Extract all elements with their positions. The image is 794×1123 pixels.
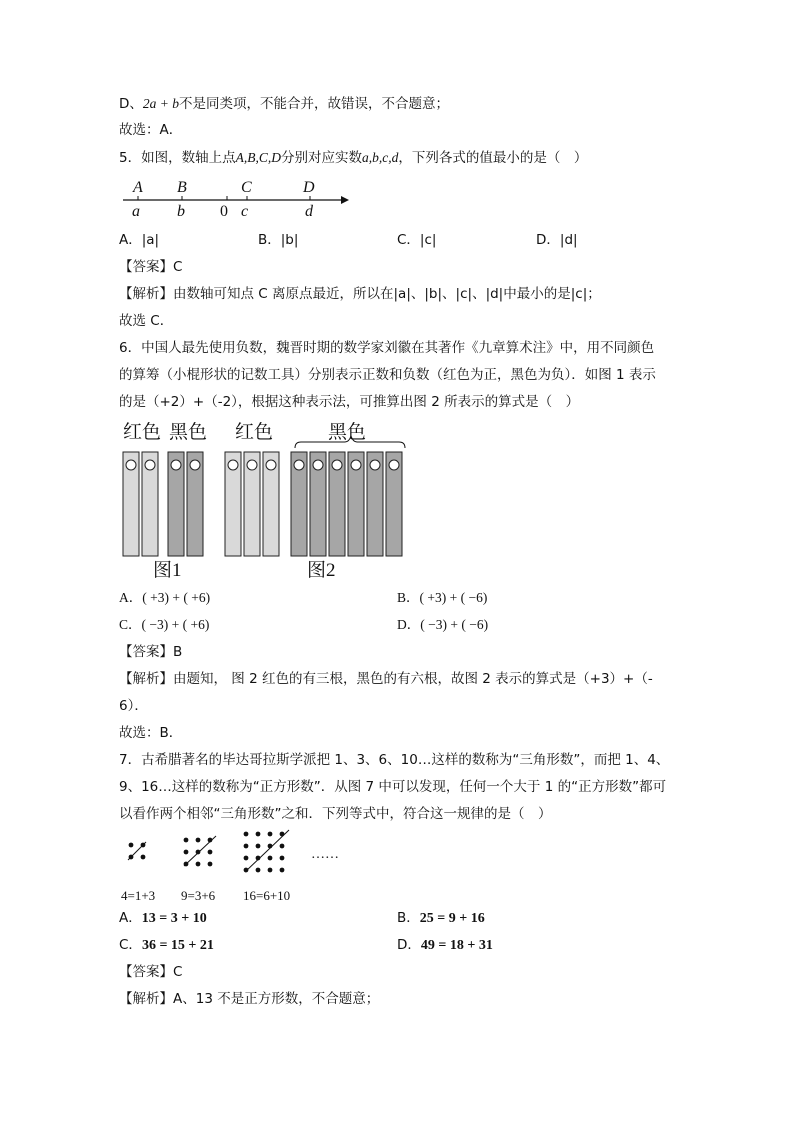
grid-2-dot [196, 850, 201, 855]
diagonal-3 [245, 830, 289, 872]
label-c: c [241, 203, 249, 220]
fig1-red-label: 红色 [123, 422, 162, 443]
q7-explanation: 【解析】A、13 不是正方形数，不合题意； [119, 991, 380, 1007]
grid-3-dot [244, 856, 249, 861]
rods-group [123, 452, 402, 556]
label-zero: 0 [220, 203, 228, 220]
fig2-red-label: 红色 [235, 422, 274, 443]
rod-knob [171, 460, 181, 470]
question-6-line1: 6．中国人最先使用负数，魏晋时期的数学家刘徽在其著作《九章算术注》中，用不同颜色 [119, 340, 655, 356]
rod-knob [332, 460, 342, 470]
grid-3-dot [280, 844, 285, 849]
rod-knob [145, 460, 155, 470]
label-point-C: C [241, 179, 252, 196]
question-7-line3: 以看作两个相邻“三角形数”之和．下列等式中，符合这一规律的是（ ） [119, 806, 552, 822]
question-7-line2: 9、16…这样的数称为“正方形数”．从图 7 中可以发现，任何一个大于 1 的“正方形数”都可 [119, 779, 667, 795]
counting-rods-figure [119, 416, 409, 582]
rod-knob [126, 460, 136, 470]
rod-knob [294, 460, 304, 470]
ellipsis: …… [311, 847, 339, 862]
rod-knob [228, 460, 238, 470]
q7-answer: 【答案】C [119, 964, 183, 980]
grid-2-dot [208, 862, 213, 867]
square-numbers-figure [119, 828, 359, 906]
dots-group [129, 832, 285, 873]
rod-knob [313, 460, 323, 470]
grid-3-dot [256, 868, 261, 873]
q7-option-a: A．13 = 3 + 10 [119, 910, 207, 926]
q5-option-d: D．|d| [536, 232, 578, 248]
label-point-B: B [177, 179, 187, 196]
grid-3-dot [268, 832, 273, 837]
grid-2-dot [184, 850, 189, 855]
q6-explanation-1: 【解析】由题知， 图 2 红色的有三根，黑色的有六根，故图 2 表示的算式是（+3）+（- [119, 671, 653, 687]
label-d: d [305, 203, 313, 220]
rod-knob [351, 460, 361, 470]
q7-option-d: D．49 = 18 + 31 [397, 937, 493, 953]
q7-option-b: B．25 = 9 + 16 [397, 910, 485, 926]
caption-16: 16=6+10 [243, 888, 291, 903]
rod-knob [370, 460, 380, 470]
number-line-figure [119, 172, 349, 222]
q5-select: 故选 C． [119, 313, 174, 329]
q7-option-c: C．36 = 15 + 21 [119, 937, 214, 953]
fig1-caption: 图1 [153, 560, 182, 581]
option-d-explanation: D、2a + b不是同类项，不能合并，故错误，不合题意； [119, 96, 450, 112]
label-b: b [177, 203, 185, 220]
grid-3-dot [268, 856, 273, 861]
q5-option-c: C．|c| [397, 232, 437, 248]
grid-2-dot [184, 838, 189, 843]
q6-option-c: C．( −3) + ( +6) [119, 617, 210, 632]
fig2-caption: 图2 [307, 560, 336, 581]
rod-knob [247, 460, 257, 470]
grid-3-dot [268, 868, 273, 873]
grid-1-dot [129, 843, 134, 848]
rod-knob [266, 460, 276, 470]
grid-3-dot [280, 856, 285, 861]
grid-3-dot [244, 844, 249, 849]
arrow-head [341, 196, 349, 204]
caption-4: 4=1+3 [121, 888, 156, 903]
rod-knob [389, 460, 399, 470]
q6-option-a: A．( +3) + ( +6) [119, 590, 211, 605]
grid-2-dot [196, 862, 201, 867]
grid-2-dot [208, 850, 213, 855]
q5-explanation: 【解析】由数轴可知点 C 离原点最近，所以在|a|、|b|、|c|、|d|中最小的是|c|； [119, 286, 601, 302]
q6-explanation-2: 6）． [119, 698, 148, 714]
label-point-D: D [303, 179, 315, 196]
grid-3-dot [280, 868, 285, 873]
grid-3-dot [244, 832, 249, 837]
q6-answer: 【答案】B [119, 644, 183, 660]
grid-2-dot [196, 838, 201, 843]
grid-3-dot [256, 844, 261, 849]
select-a-text: 故选：A． [119, 122, 183, 138]
label-point-A: A [133, 179, 143, 196]
label-a: a [132, 203, 140, 220]
q6-option-d: D．( −3) + ( −6) [397, 617, 489, 632]
fig2-black-label: 黑色 [328, 422, 367, 443]
q5-option-a: A．|a| [119, 232, 160, 248]
q5-answer: 【答案】C [119, 259, 183, 275]
caption-9: 9=3+6 [181, 888, 216, 903]
question-6-line3: 的是（+2）+（-2），根据这种表示法，可推算出图 2 所表示的算式是（ ） [119, 394, 580, 410]
q6-select: 故选：B． [119, 725, 183, 741]
question-7-line1: 7．古希腊著名的毕达哥拉斯学派把 1、3、6、10…这样的数称为“三角形数”，而把 1、4、 [119, 752, 670, 768]
fig1-black-label: 黑色 [169, 422, 208, 443]
question-6-line2: 的算筹（小棍形状的记数工具）分别表示正数和负数（红色为正，黑色为负）．如图 1 表示 [119, 367, 656, 383]
q5-option-b: B．|b| [258, 232, 299, 248]
rod-knob [190, 460, 200, 470]
grid-3-dot [256, 832, 261, 837]
question-5-stem: 5．如图，数轴上点A,B,C,D分别对应实数a,b,c,d，下列各式的值最小的是（ ） [119, 150, 588, 166]
q6-option-b: B．( +3) + ( −6) [397, 590, 488, 605]
grid-1-dot [141, 855, 146, 860]
expression: 2a + b [142, 96, 180, 111]
